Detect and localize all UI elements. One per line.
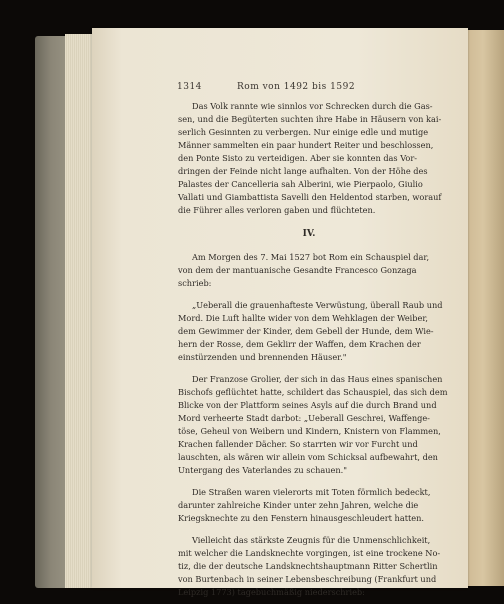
paragraph-5 bbox=[178, 486, 440, 525]
text-line: Mord verheerte Stadt darbot: „Ueberall Geschrei, Waffenge- bbox=[178, 413, 430, 423]
paragraph-2 bbox=[178, 251, 440, 290]
text-line: serlich Gesinnten zu verbergen. Nur einige edle und mutige bbox=[178, 127, 429, 137]
paragraph-3 bbox=[178, 299, 443, 364]
text-line: Krachen fallender Dächer. So starrten wir vor Furcht und bbox=[178, 439, 418, 449]
running-head bbox=[177, 82, 473, 96]
text-line: Der Franzose Grolier, der sich in das Haus eines spanischen bbox=[192, 374, 443, 384]
text-line: Kriegsknechte zu den Fenstern hinausgeschleudert hatten. bbox=[178, 513, 424, 523]
text-line: schrieb: bbox=[178, 278, 212, 288]
text-line: Vielleicht das stärkste Zeugnis für die Unmenschlichkeit, bbox=[192, 535, 431, 545]
text-line: hern der Rosse, dem Geklirr der Waffen, dem Krachen der bbox=[178, 339, 421, 349]
text-line: lauschten, als wären wir allein vom Schicksal aufbewahrt, den bbox=[178, 452, 438, 462]
text-line: Am Morgen des 7. Mai 1527 bot Rom ein Schauspiel dar, bbox=[192, 252, 430, 262]
page-edges-left bbox=[65, 34, 95, 588]
text-line: Untergang des Vaterlandes zu schauen." bbox=[178, 465, 347, 475]
text-line: „Ueberall die grauenhafteste Verwüstung, überall Raub und bbox=[192, 300, 443, 310]
paragraph-6 bbox=[178, 534, 440, 599]
paragraph-1 bbox=[178, 100, 440, 217]
text-line: einstürzenden und brennenden Häuser." bbox=[178, 352, 347, 362]
text-line: von dem der mantuanische Gesandte Francesco Gonzaga bbox=[178, 265, 417, 275]
text-line: den Ponte Sisto zu verteidigen. Aber sie konnten das Vor- bbox=[178, 153, 418, 163]
text-line: darunter zahlreiche Kinder unter zehn Jahren, welche die bbox=[178, 500, 419, 510]
text-line: Mord. Die Luft hallte wider von dem Wehklagen der Weiber, bbox=[178, 313, 428, 323]
text-line: Palastes der Cancelleria sah Alberini, wie Pierpaolo, Giulio bbox=[178, 179, 423, 189]
paragraph-4 bbox=[178, 373, 448, 477]
text-line: Bischofs geflüchtet hatte, schildert das Schauspiel, das sich dem bbox=[178, 387, 448, 397]
running-title: Rom von 1492 bis 1592 bbox=[237, 82, 356, 92]
page-edges-right bbox=[462, 30, 504, 586]
text-line: von Burtenbach in seiner Lebensbeschreibung (Frankfurt und bbox=[178, 574, 437, 584]
text-line: dem Gewimmer der Kinder, dem Gebell der Hunde, dem Wie- bbox=[178, 326, 434, 336]
text-line: Blicke von der Plattform seines Asyls auf die durch Brand und bbox=[178, 400, 437, 410]
text-line: Die Straßen waren vielerorts mit Toten förmlich bedeckt, bbox=[192, 487, 431, 497]
page-number: 1314 bbox=[177, 82, 202, 92]
text-line: Leipzig 1773) tagebuchmäßig niederschrieb: bbox=[178, 587, 365, 597]
text-line: Vallati und Giambattista Savelli den Heldentod starben, worauf bbox=[178, 192, 442, 202]
text-line: dringen der Feinde nicht lange aufhalten. Von der Höhe des bbox=[178, 166, 428, 176]
text-line: Männer sammelten ein paar hundert Reiter und beschlossen, bbox=[178, 140, 434, 150]
text-line: Das Volk rannte wie sinnlos vor Schrecken durch die Gas- bbox=[192, 101, 433, 111]
text-line: mit welcher die Landsknechte vorgingen, ist eine trockene No- bbox=[178, 548, 441, 558]
body-text bbox=[178, 100, 448, 599]
text-line: tiz, die der deutsche Landsknechtshauptmann Ritter Schertlin bbox=[178, 561, 438, 571]
section-heading: IV. bbox=[302, 229, 316, 239]
text-line: sen, und die Begüterten suchten ihre Habe in Häusern von kai- bbox=[178, 114, 442, 124]
text-line: die Führer alles verloren gaben und flüchteten. bbox=[178, 205, 376, 215]
text-line: töse, Geheul von Weibern und Kindern, Knistern von Flammen, bbox=[178, 426, 441, 436]
